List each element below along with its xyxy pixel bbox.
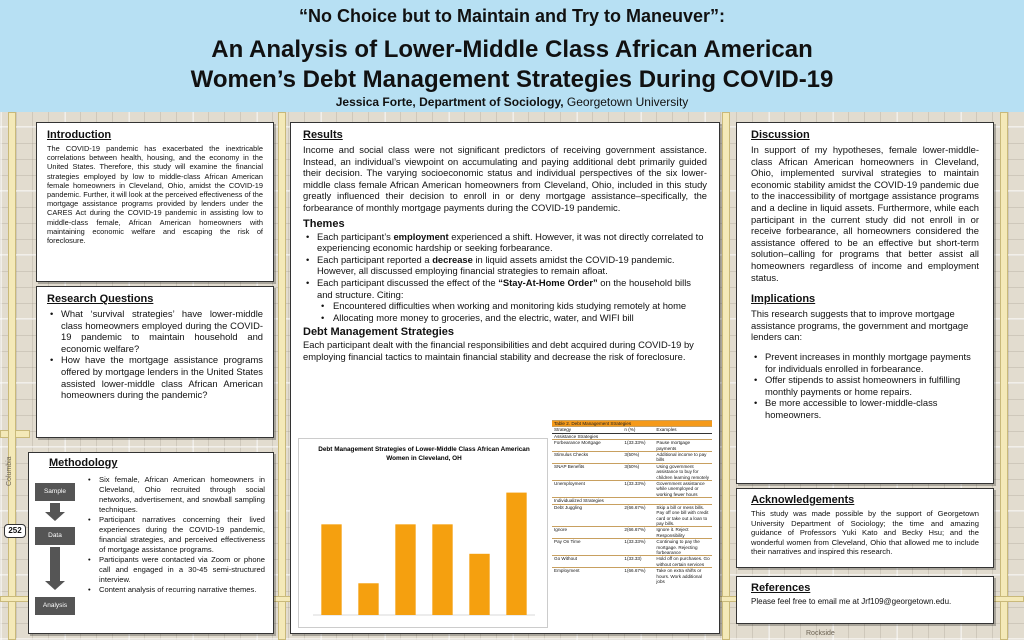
introduction-text: The COVID-19 pandemic has exacerbated the inextricable correlations between health, housing, and the economy in the United States. Therefore, this study will examine the financial strategies employed by low to middle-class African American female homeowners in Cleveland, Ohio, amidst the COVID-19 pandemic. Further, it will look at the perceived effectiveness of the mortgage assistance programs provided by lenders under the CARES Act during the COVID-19 pandemic in assisting low to middle-class female, African American homeowners with maintaining economic welfare and escaping the risk of foreclosure. [47, 144, 263, 246]
table-row [552, 556, 712, 568]
title-line-2: An Analysis of Lower-Middle Class African American [211, 36, 813, 63]
table-cell: Skip a bill or mess bills. Pay off one bill with credit card or take out a loan to pay bills. [654, 504, 712, 527]
discussion-section [736, 122, 994, 484]
table-cell: Hold off on purchases. Go without certain services [654, 556, 712, 568]
references-text: Please feel free to email me at Jrf109@georgetown.edu. [751, 597, 952, 606]
theme-text: Each participant’s [317, 230, 394, 242]
table-cell: Individualized Strategies [552, 498, 622, 504]
chart-container [298, 438, 548, 628]
map-road [8, 112, 16, 640]
theme-text: experienced a shift. However, it was not directly correlated to experiencing economic hardship or seeking forbearance. [317, 230, 704, 254]
route-shield: 252 [4, 524, 26, 538]
theme-keyword: “Stay-At-Home Order” [498, 276, 598, 288]
theme-sub-item: • Encountered difficulties when working and monitoring kids studying remotely at home [303, 300, 707, 312]
table-cell: Examples [654, 427, 712, 433]
references-section [736, 576, 994, 624]
table-cell: Pause mortgage payments [654, 440, 712, 452]
theme-item [303, 277, 707, 300]
table-cell: Assistance Strategies [552, 433, 622, 439]
table-cell: 1(33.33%) [622, 539, 654, 556]
table-cell: Ignore [552, 527, 622, 539]
map-road [1000, 112, 1008, 640]
methodology-item: • Six female, African American homeowners in Cleveland, Ohio recruited through social networks, advertisement, and snowball sampling techniques. [85, 475, 265, 515]
map-road [722, 112, 730, 640]
poster-header [0, 0, 1024, 112]
table-cell: 2(66.67%) [622, 504, 654, 527]
introduction-section [36, 122, 274, 282]
theme-keyword: employment [393, 230, 449, 242]
table-cell: 1(33.33) [622, 556, 654, 568]
table-cell: 3(50%) [622, 463, 654, 480]
implications-text: This research suggests that to improve mortgage assistance programs, the government and mortgage lenders can: [751, 308, 969, 343]
byline [0, 95, 1024, 109]
chart-bar [321, 524, 341, 615]
bar-chart [299, 439, 549, 629]
table-row [552, 504, 712, 527]
table-cell: 1(66.67%) [622, 568, 654, 585]
table-cell: Government assistance while unemployed or working fewer hours [654, 481, 712, 498]
dms-text: Each participant dealt with the financial responsibilities and debt acquired during COVID-19 by employing financial tactics to maintain financial stability and decrease the risk of foreclosure. [303, 339, 694, 362]
flow-node-analysis: Analysis [35, 597, 75, 615]
table-cell: Strategy [552, 427, 622, 433]
implications-heading: Implications [751, 293, 816, 306]
map-label: Rockside [806, 630, 835, 637]
chart-title-line: Women in Cleveland, OH [386, 455, 462, 462]
table-cell: Employment [552, 568, 622, 585]
acknowledgements-section [736, 488, 994, 568]
chart-bar [358, 583, 378, 615]
table-row [552, 527, 712, 539]
table-cell: Table 2. Debt Management Strategies [552, 421, 712, 427]
chart-bar [506, 493, 526, 615]
methodology-item: • Content analysis of recurring narrative themes. [85, 585, 265, 595]
theme-text: Each participant discussed the effect of the [317, 276, 499, 288]
theme-keyword: decrease [432, 253, 473, 265]
implication-item: • Offer stipends to assist homeowners in fulfilling monthly payments or home repairs. [751, 374, 979, 397]
implication-item: • Be more accessible to lower-middle-class homeowners. [751, 397, 979, 420]
acknowledgements-heading: Acknowledgements [751, 494, 855, 506]
theme-item [303, 254, 707, 277]
table-row [552, 463, 712, 480]
acknowledgements-text: This study was made possible by the support of Georgetown University Department of Sociology; the time and amazing guidance of Professors Yuki Kato and Becky Hsu; and the wonderful women from Cleveland, Ohio that allowed me to include their narratives and inspired this research. [751, 509, 979, 557]
table-cell: 3(50%) [622, 452, 654, 464]
methodology-item: • Participants were contacted via Zoom or phone call and engaged in a 30-45 semi-structured interview. [85, 555, 265, 585]
table-cell: Debt Juggling [552, 504, 622, 527]
introduction-heading: Introduction [47, 129, 112, 141]
table-cell: Stimulus Checks [552, 452, 622, 464]
table-cell: Forbearance Mortgage [552, 440, 622, 452]
chart-bar [432, 524, 452, 615]
table-row [552, 440, 712, 452]
chart-bar [469, 554, 489, 615]
theme-item [303, 231, 707, 254]
discussion-text: In support of my hypotheses, female lower-middle-class African American homeowners in Cleveland, Ohio, implemented survival strategies to maintain economic stability amidst the COVID-19 pandemic due to the inaccessibility of mortgage assistance programs and a decline in liquid assets. Furthermore, while each participant in the current study did not enroll in or receive forbearance, all homeowners considered the assistance offered to be an effective but short-term solution–calling for programs that better assist all homeowners regardless of income and employment status. [751, 144, 979, 283]
table-row [552, 539, 712, 556]
themes-heading: Themes [303, 217, 345, 230]
institution: Georgetown University [563, 95, 689, 109]
methodology-section [28, 452, 274, 634]
research-questions-heading: Research Questions [47, 293, 154, 305]
table-cell: 1(33.33%) [622, 440, 654, 452]
table-cell: Pay On Time [552, 539, 622, 556]
table-cell: 2(66.67%) [622, 527, 654, 539]
flow-node-data: Data [35, 527, 75, 545]
table-cell: 1(33.33%) [622, 481, 654, 498]
title-line-1: “No Choice but to Maintain and Try to Maneuver”: [298, 6, 726, 26]
theme-text: in liquid assets amidst the COVID-19 pandemic. However, all discussed employing financial strategies to remain afloat. [317, 253, 675, 277]
theme-sub-item: • Allocating more money to groceries, and the electric, water, and WIFI bill [303, 312, 707, 324]
map-road [278, 112, 286, 640]
references-heading: References [751, 582, 811, 594]
research-question: • What ‘survival strategies’ have lower-middle class homeowners employed during the COVID-19 pandemic to maintain household and economic welfare? [47, 308, 263, 354]
table-cell: Additional income to pay bills [654, 452, 712, 464]
title-line-3: Women’s Debt Management Strategies During COVID-19 [190, 66, 834, 93]
author: Jessica Forte, Department of Sociology, [335, 95, 564, 109]
dms-heading: Debt Management Strategies [303, 326, 454, 339]
theme-text: Each participant reported a [317, 253, 433, 265]
research-questions-section [36, 286, 274, 438]
results-text: Income and social class were not significant predictors of receiving government assistance. Instead, an individual’s viewpoint on accumulating and paying additional debt primarily guided their decision. The varying socioeconomic status and individual perspectives of the six lower-middle class female African American homeowners from Cleveland, Ohio, included in this study greatly influenced their decision to enroll in or deny mortgage assistance–specifically, the forbearance of monthly mortgage payments during the COVID-19 pandemic. [303, 144, 707, 213]
table-row [552, 568, 712, 585]
table-cell: Ignore it. Reject Responsibility [654, 527, 712, 539]
discussion-heading: Discussion [751, 129, 810, 141]
map-label: Columbia [6, 456, 13, 486]
flow-arrow [50, 503, 60, 513]
table-row [552, 481, 712, 498]
flow-arrow [50, 547, 60, 582]
theme-text: on the household bills and structure. Citing: [317, 276, 691, 300]
table-cell: Continuing to pay the mortgage. Rejecting forbearance [654, 539, 712, 556]
methodology-item: • Participant narratives concerning their lived experiences during the COVID-19 pandemic, financial strategies, and perceived effectiveness of mortgage assistance programs. [85, 515, 265, 555]
table-cell: SNAP Benefits [552, 463, 622, 480]
chart-bar [395, 524, 415, 615]
table-row [552, 452, 712, 464]
table-cell: n (%) [622, 427, 654, 433]
table-cell: Using government assistance to buy for children learning remotely [654, 463, 712, 480]
methodology-heading: Methodology [49, 457, 118, 469]
implication-item: • Prevent increases in monthly mortgage payments for individuals enrolled in forbearance. [751, 351, 979, 374]
table-cell: Go Without [552, 556, 622, 568]
strategy-table [552, 420, 712, 584]
table-cell: Unemployment [552, 481, 622, 498]
flow-node-sample: Sample [35, 483, 75, 501]
chart-title-line: Debt Management Strategies of Lower-Middle Class African American [318, 446, 530, 453]
results-heading: Results [303, 129, 343, 141]
table-cell: Take on extra shifts or hours. Work additional jobs [654, 568, 712, 585]
research-question: • How have the mortgage assistance programs offered by mortgage lenders in the United States assisted lower-middle class African American homeowners during the pandemic? [47, 354, 263, 400]
